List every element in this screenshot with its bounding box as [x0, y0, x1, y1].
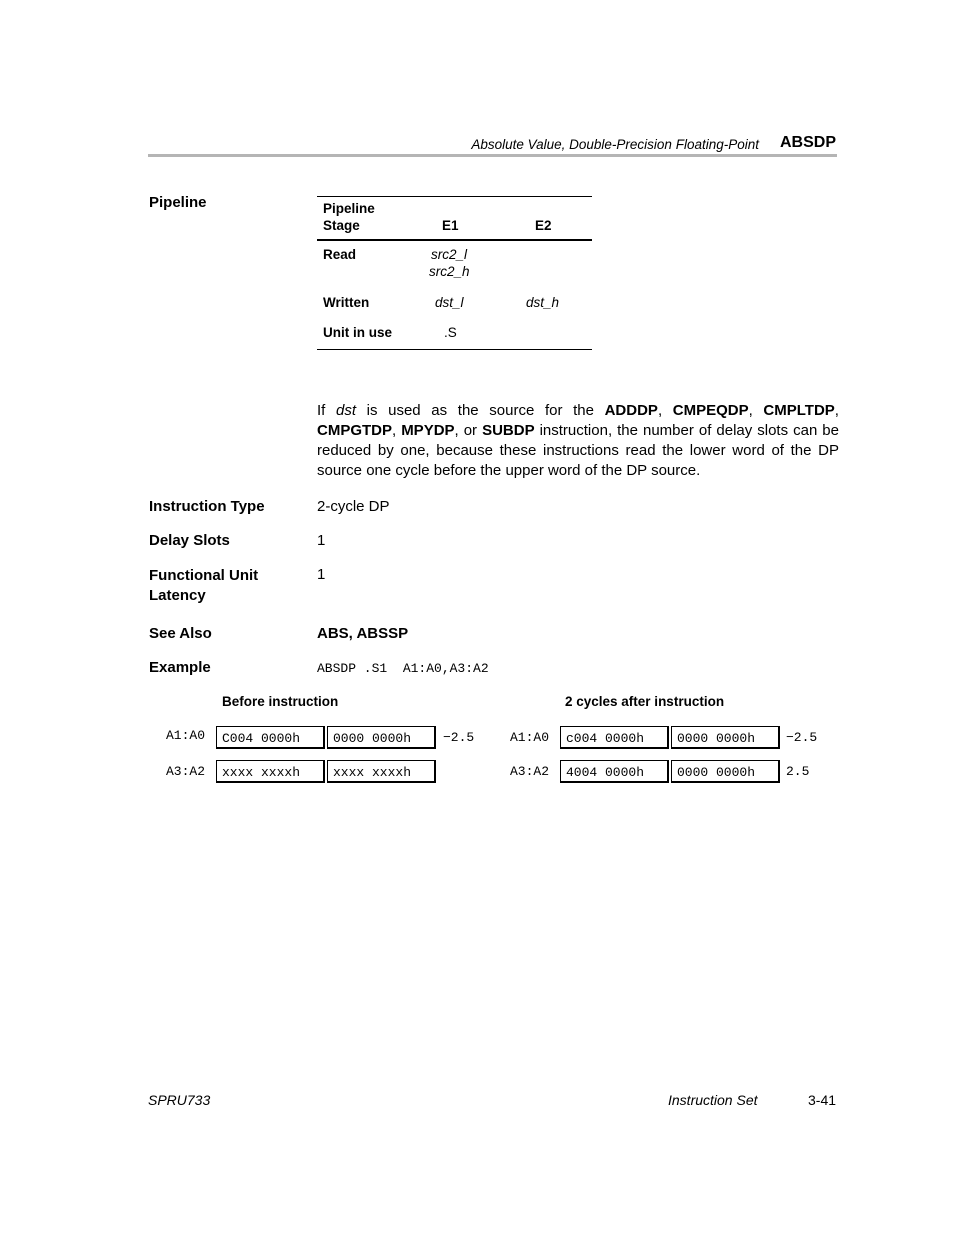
- header-instruction-code: ABSDP: [779, 134, 836, 151]
- pipeline-row-stage: Unit in use: [323, 325, 393, 340]
- register-label: A3:A2: [510, 764, 550, 779]
- see-also-label: See Also: [149, 625, 212, 642]
- pipeline-row-e2: dst_h: [526, 295, 560, 310]
- delay-slots-value: 1: [317, 532, 326, 549]
- pipeline-row-stage: Read: [323, 247, 357, 262]
- pipeline-row-e1: src2_l: [431, 247, 468, 262]
- pipeline-head-e2: E2: [535, 218, 552, 233]
- register-low-word: xxxx xxxxh: [327, 760, 436, 783]
- register-value: −2.5: [443, 730, 475, 745]
- pipeline-row-stage: Written: [323, 295, 370, 310]
- note-instr-subdp: SUBDP: [482, 422, 535, 439]
- note-instr-cmpgtdp: CMPGTDP: [317, 422, 392, 439]
- register-label: A3:A2: [166, 764, 206, 779]
- note-instr-cmpltdp: CMPLTDP: [763, 402, 835, 419]
- pipeline-head-e1: E1: [442, 218, 459, 233]
- example-code: ABSDP .S1 A1:A0,A3:A2: [317, 661, 489, 676]
- note-instr-cmpeqdp: CMPEQDP: [672, 402, 749, 419]
- register-low-word: 0000 0000h: [327, 726, 436, 749]
- register-value: 2.5: [786, 764, 810, 779]
- pipeline-label: Pipeline: [149, 194, 207, 211]
- pipeline-head-stage-1: Pipeline: [323, 201, 375, 216]
- instruction-type-value: 2-cycle DP: [317, 498, 390, 515]
- note-dst: dst: [335, 402, 356, 419]
- fu-latency-label-line2: Latency: [149, 587, 206, 604]
- fu-latency-label: Functional Unit: [149, 567, 259, 584]
- register-high-word: xxxx xxxxh: [216, 760, 325, 783]
- register-low-word: 0000 0000h: [671, 760, 780, 783]
- register-label: A1:A0: [166, 728, 206, 743]
- pipeline-row-e1: .S: [444, 325, 457, 340]
- delay-slot-note: If dst is used as the source for the ADDDP, CMPEQDP, CMPLTDP, CMPGTDP, MPYDP, or SUBDP instruction, the number of delay slots can be reduced by one, because these instructions read the lower word of the DP source one cycle before the upper word of the DP source.: [317, 402, 839, 479]
- footer-page-number: 3-41: [808, 1092, 837, 1108]
- pipeline-row-e1-line2: src2_h: [429, 264, 470, 279]
- note-instr-mpydp: MPYDP: [401, 422, 455, 439]
- note-instr-adddp: ADDDP: [604, 402, 658, 419]
- footer-doc-id: SPRU733: [148, 1092, 211, 1108]
- after-heading: 2 cycles after instruction: [565, 694, 725, 709]
- register-high-word: 4004 0000h: [560, 760, 669, 783]
- header-title: Absolute Value, Double-Precision Floating-Point: [471, 137, 759, 152]
- instruction-type-label: Instruction Type: [149, 498, 265, 515]
- before-heading: Before instruction: [222, 694, 339, 709]
- register-low-word: 0000 0000h: [671, 726, 780, 749]
- fu-latency-value: 1: [317, 566, 326, 583]
- see-also-value: ABS, ABSSP: [317, 625, 409, 642]
- register-value: −2.5: [786, 730, 818, 745]
- delay-slots-label: Delay Slots: [149, 532, 230, 549]
- example-label: Example: [149, 659, 211, 676]
- header-rule: [148, 154, 837, 157]
- register-high-word: C004 0000h: [216, 726, 325, 749]
- pipeline-table-header-rule: [317, 239, 592, 241]
- pipeline-row-e1: dst_l: [435, 295, 464, 310]
- register-label: A1:A0: [510, 730, 550, 745]
- pipeline-head-stage-2: Stage: [323, 218, 360, 233]
- register-high-word: c004 0000h: [560, 726, 669, 749]
- footer-section: Instruction Set: [668, 1092, 758, 1108]
